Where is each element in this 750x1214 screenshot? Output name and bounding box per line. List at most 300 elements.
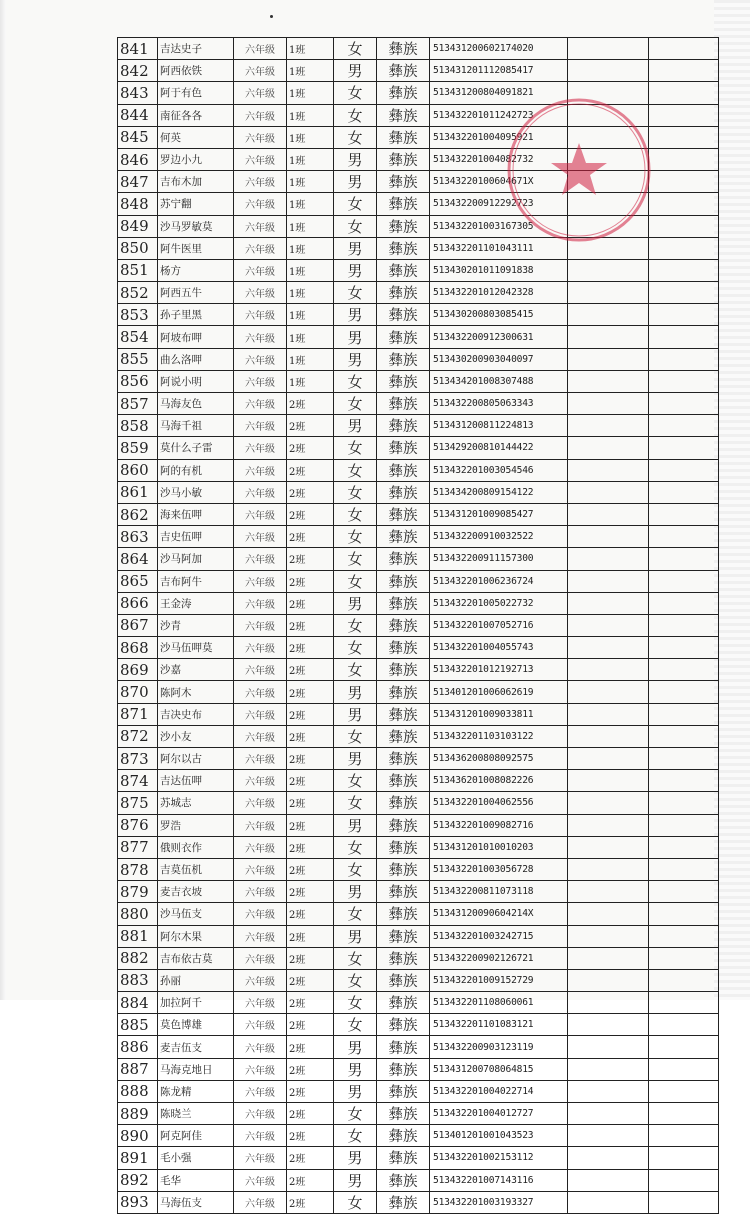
empty-cell [649,814,719,836]
ethnicity-cell: 彝族 [377,1080,430,1102]
gender-cell: 男 [334,1169,377,1191]
ethnicity-cell: 彝族 [377,237,430,259]
row-number: 848 [118,193,158,215]
empty-cell [568,282,649,304]
class-cell: 2班 [287,503,334,525]
table-row [118,348,719,370]
row-number: 842 [118,60,158,82]
id-number-cell: 513432201004022714 [430,1080,568,1102]
gender-cell: 男 [334,703,377,725]
gender-cell: 女 [334,725,377,747]
ethnicity-cell: 彝族 [377,459,430,481]
grade-cell: 六年级 [234,969,287,991]
table-row [118,437,719,459]
row-number: 859 [118,437,158,459]
id-number-cell: 513432201004082732 [430,148,568,170]
grade-cell: 六年级 [234,481,287,503]
id-number-cell: 513432200902126721 [430,947,568,969]
row-number: 890 [118,1125,158,1147]
row-number: 857 [118,393,158,415]
table-row [118,792,719,814]
table-row [118,659,719,681]
empty-cell [649,193,719,215]
ethnicity-cell: 彝族 [377,570,430,592]
table-row [118,548,719,570]
class-cell: 1班 [287,282,334,304]
gender-cell: 男 [334,748,377,770]
gender-cell: 女 [334,770,377,792]
empty-cell [649,1169,719,1191]
class-cell: 2班 [287,1191,334,1213]
class-cell: 2班 [287,1014,334,1036]
ethnicity-cell: 彝族 [377,836,430,858]
id-number-cell: 513432201007052716 [430,614,568,636]
class-cell: 1班 [287,326,334,348]
ethnicity-cell: 彝族 [377,215,430,237]
class-cell: 2班 [287,703,334,725]
empty-cell [649,637,719,659]
grade-cell: 六年级 [234,259,287,281]
ethnicity-cell: 彝族 [377,881,430,903]
student-name: 罗边小九 [158,148,234,170]
ethnicity-cell: 彝族 [377,1125,430,1147]
table-row [118,526,719,548]
row-number: 861 [118,481,158,503]
table-row [118,326,719,348]
gender-cell: 女 [334,858,377,880]
student-name: 苏宁翻 [158,193,234,215]
grade-cell: 六年级 [234,659,287,681]
ethnicity-cell: 彝族 [377,748,430,770]
student-name: 马海友色 [158,393,234,415]
gender-cell: 女 [334,104,377,126]
id-number-cell: 513436201008082226 [430,770,568,792]
empty-cell [649,770,719,792]
row-number: 876 [118,814,158,836]
row-number: 872 [118,725,158,747]
student-name: 沙青 [158,614,234,636]
student-roster-table [117,37,719,1214]
ethnicity-cell: 彝族 [377,304,430,326]
id-number-cell: 513432201103103122 [430,725,568,747]
empty-cell [649,126,719,148]
empty-cell [568,393,649,415]
student-name: 麦吉伍支 [158,1036,234,1058]
class-cell: 2班 [287,1103,334,1125]
student-name: 沙马伍支 [158,903,234,925]
row-number: 875 [118,792,158,814]
gender-cell: 女 [334,792,377,814]
class-cell: 2班 [287,1169,334,1191]
row-number: 868 [118,637,158,659]
grade-cell: 六年级 [234,681,287,703]
empty-cell [649,592,719,614]
id-number-cell: 513431201010010203 [430,836,568,858]
table-row [118,770,719,792]
student-name: 吉布阿牛 [158,570,234,592]
empty-cell [649,925,719,947]
class-cell: 2班 [287,659,334,681]
table-row [118,903,719,925]
grade-cell: 六年级 [234,459,287,481]
empty-cell [568,459,649,481]
ethnicity-cell: 彝族 [377,171,430,193]
student-name: 阿尔木果 [158,925,234,947]
gender-cell: 男 [334,60,377,82]
table-row [118,38,719,60]
id-number-cell: 513401201006062619 [430,681,568,703]
empty-cell [568,770,649,792]
empty-cell [649,459,719,481]
table-row [118,1147,719,1169]
row-number: 881 [118,925,158,947]
student-name: 吉决史布 [158,703,234,725]
class-cell: 1班 [287,82,334,104]
class-cell: 1班 [287,237,334,259]
gender-cell: 女 [334,526,377,548]
row-number: 864 [118,548,158,570]
row-number: 887 [118,1058,158,1080]
gender-cell: 女 [334,836,377,858]
empty-cell [649,38,719,60]
class-cell: 2班 [287,1147,334,1169]
ethnicity-cell: 彝族 [377,548,430,570]
student-name: 陈阿木 [158,681,234,703]
empty-cell [649,60,719,82]
grade-cell: 六年级 [234,1147,287,1169]
id-number-cell: 51343220100604671X [430,171,568,193]
grade-cell: 六年级 [234,60,287,82]
class-cell: 1班 [287,38,334,60]
row-number: 856 [118,370,158,392]
grade-cell: 六年级 [234,947,287,969]
empty-cell [568,1147,649,1169]
table-row [118,104,719,126]
gender-cell: 女 [334,459,377,481]
student-name: 阿克阿佳 [158,1125,234,1147]
table-row [118,969,719,991]
gender-cell: 女 [334,947,377,969]
id-number-cell: 513431201009033811 [430,703,568,725]
class-cell: 2班 [287,570,334,592]
ethnicity-cell: 彝族 [377,148,430,170]
table-row [118,171,719,193]
student-name: 吉史伍呷 [158,526,234,548]
row-number: 866 [118,592,158,614]
id-number-cell: 513434201008307488 [430,370,568,392]
row-number: 855 [118,348,158,370]
row-number: 847 [118,171,158,193]
id-number-cell: 513432201003242715 [430,925,568,947]
grade-cell: 六年级 [234,570,287,592]
student-name: 沙马阿加 [158,548,234,570]
ethnicity-cell: 彝族 [377,947,430,969]
empty-cell [649,1014,719,1036]
table-row [118,725,719,747]
row-number: 884 [118,992,158,1014]
empty-cell [568,348,649,370]
id-number-cell: 513431200602174020 [430,38,568,60]
empty-cell [568,1125,649,1147]
ethnicity-cell: 彝族 [377,792,430,814]
row-number: 867 [118,614,158,636]
id-number-cell: 513429200810144422 [430,437,568,459]
class-cell: 2班 [287,725,334,747]
row-number: 844 [118,104,158,126]
gender-cell: 女 [334,1125,377,1147]
gender-cell: 男 [334,1080,377,1102]
class-cell: 2班 [287,459,334,481]
gender-cell: 女 [334,1103,377,1125]
id-number-cell: 513401201001043523 [430,1125,568,1147]
grade-cell: 六年级 [234,792,287,814]
class-cell: 1班 [287,215,334,237]
table-row [118,748,719,770]
grade-cell: 六年级 [234,836,287,858]
empty-cell [649,703,719,725]
id-number-cell: 513432201011242723 [430,104,568,126]
grade-cell: 六年级 [234,614,287,636]
grade-cell: 六年级 [234,126,287,148]
ethnicity-cell: 彝族 [377,437,430,459]
student-name: 吉布木加 [158,171,234,193]
row-number: 846 [118,148,158,170]
class-cell: 2班 [287,770,334,792]
empty-cell [649,748,719,770]
empty-cell [568,215,649,237]
gender-cell: 女 [334,481,377,503]
empty-cell [568,725,649,747]
class-cell: 2班 [287,415,334,437]
student-name: 加拉阿千 [158,992,234,1014]
table-row [118,82,719,104]
ethnicity-cell: 彝族 [377,370,430,392]
gender-cell: 男 [334,1036,377,1058]
gender-cell: 女 [334,370,377,392]
empty-cell [568,969,649,991]
empty-cell [649,503,719,525]
id-number-cell: 513431201112085417 [430,60,568,82]
empty-cell [649,548,719,570]
grade-cell: 六年级 [234,1191,287,1213]
class-cell: 1班 [287,148,334,170]
id-number-cell: 513430201011091838 [430,259,568,281]
empty-cell [568,792,649,814]
student-name: 杨方 [158,259,234,281]
empty-cell [649,992,719,1014]
empty-cell [649,1103,719,1125]
grade-cell: 六年级 [234,370,287,392]
grade-cell: 六年级 [234,282,287,304]
scan-speck [270,15,273,18]
student-name: 吉莫伍机 [158,858,234,880]
grade-cell: 六年级 [234,82,287,104]
gender-cell: 女 [334,503,377,525]
ethnicity-cell: 彝族 [377,526,430,548]
student-name: 王金涛 [158,592,234,614]
empty-cell [568,614,649,636]
ethnicity-cell: 彝族 [377,637,430,659]
id-number-cell: 513432201003193327 [430,1191,568,1213]
class-cell: 2班 [287,969,334,991]
gender-cell: 女 [334,282,377,304]
empty-cell [649,1058,719,1080]
gender-cell: 女 [334,126,377,148]
table-row [118,947,719,969]
row-number: 874 [118,770,158,792]
gender-cell: 男 [334,171,377,193]
grade-cell: 六年级 [234,1036,287,1058]
empty-cell [649,259,719,281]
gender-cell: 女 [334,82,377,104]
row-number: 852 [118,282,158,304]
class-cell: 2班 [287,947,334,969]
empty-cell [649,104,719,126]
empty-cell [649,171,719,193]
id-number-cell: 513432201012042328 [430,282,568,304]
table-row [118,1058,719,1080]
student-name: 苏城志 [158,792,234,814]
gender-cell: 女 [334,614,377,636]
class-cell: 2班 [287,1036,334,1058]
student-name: 孙子里黑 [158,304,234,326]
class-cell: 2班 [287,526,334,548]
row-number: 891 [118,1147,158,1169]
student-name: 莫色博雄 [158,1014,234,1036]
ethnicity-cell: 彝族 [377,992,430,1014]
gender-cell: 男 [334,304,377,326]
gender-cell: 男 [334,681,377,703]
row-number: 841 [118,38,158,60]
row-number: 853 [118,304,158,326]
gender-cell: 女 [334,637,377,659]
grade-cell: 六年级 [234,703,287,725]
empty-cell [649,481,719,503]
grade-cell: 六年级 [234,38,287,60]
table-row [118,1191,719,1213]
ethnicity-cell: 彝族 [377,104,430,126]
class-cell: 2班 [287,437,334,459]
student-name: 毛华 [158,1169,234,1191]
empty-cell [649,82,719,104]
student-name: 陈晓兰 [158,1103,234,1125]
ethnicity-cell: 彝族 [377,725,430,747]
id-number-cell: 513432201007143116 [430,1169,568,1191]
grade-cell: 六年级 [234,326,287,348]
empty-cell [649,681,719,703]
empty-cell [649,858,719,880]
id-number-cell: 513432200910032522 [430,526,568,548]
grade-cell: 六年级 [234,171,287,193]
student-name: 阿西五牛 [158,282,234,304]
table-row [118,614,719,636]
empty-cell [568,82,649,104]
gender-cell: 男 [334,1147,377,1169]
id-number-cell: 513431200708064815 [430,1058,568,1080]
gender-cell: 男 [334,814,377,836]
empty-cell [649,969,719,991]
empty-cell [568,481,649,503]
empty-cell [568,1036,649,1058]
empty-cell [568,1014,649,1036]
ethnicity-cell: 彝族 [377,82,430,104]
empty-cell [568,659,649,681]
ethnicity-cell: 彝族 [377,770,430,792]
ethnicity-cell: 彝族 [377,858,430,880]
student-name: 阿坡布呷 [158,326,234,348]
row-number: 871 [118,703,158,725]
empty-cell [568,1169,649,1191]
table-row [118,126,719,148]
ethnicity-cell: 彝族 [377,60,430,82]
student-name: 何英 [158,126,234,148]
grade-cell: 六年级 [234,526,287,548]
ethnicity-cell: 彝族 [377,925,430,947]
row-number: 883 [118,969,158,991]
student-name: 麦吉衣坡 [158,881,234,903]
gender-cell: 女 [334,969,377,991]
table-row [118,814,719,836]
id-number-cell: 513432200903123119 [430,1036,568,1058]
table-row [118,237,719,259]
empty-cell [568,1191,649,1213]
class-cell: 1班 [287,171,334,193]
class-cell: 2班 [287,592,334,614]
student-name: 俄则衣作 [158,836,234,858]
empty-cell [649,348,719,370]
row-number: 879 [118,881,158,903]
student-name: 阿的有机 [158,459,234,481]
id-number-cell: 513432201002153112 [430,1147,568,1169]
ethnicity-cell: 彝族 [377,659,430,681]
id-number-cell: 513432201003167305 [430,215,568,237]
empty-cell [568,858,649,880]
table-row [118,304,719,326]
empty-cell [649,1147,719,1169]
empty-cell [649,570,719,592]
row-number: 880 [118,903,158,925]
ethnicity-cell: 彝族 [377,393,430,415]
student-name: 阿牛医里 [158,237,234,259]
class-cell: 2班 [287,393,334,415]
id-number-cell: 513432201009152729 [430,969,568,991]
empty-cell [649,393,719,415]
ethnicity-cell: 彝族 [377,814,430,836]
empty-cell [649,148,719,170]
ethnicity-cell: 彝族 [377,503,430,525]
empty-cell [649,304,719,326]
id-number-cell: 513432201005022732 [430,592,568,614]
row-number: 869 [118,659,158,681]
ethnicity-cell: 彝族 [377,681,430,703]
grade-cell: 六年级 [234,748,287,770]
student-name: 阿说小明 [158,370,234,392]
table-row [118,60,719,82]
class-cell: 2班 [287,548,334,570]
row-number: 843 [118,82,158,104]
empty-cell [568,592,649,614]
grade-cell: 六年级 [234,814,287,836]
id-number-cell: 513434200809154122 [430,481,568,503]
class-cell: 2班 [287,836,334,858]
row-number: 870 [118,681,158,703]
student-name: 阿于有色 [158,82,234,104]
table-row [118,570,719,592]
row-number: 886 [118,1036,158,1058]
empty-cell [649,792,719,814]
table-row [118,836,719,858]
student-name: 沙嘉 [158,659,234,681]
